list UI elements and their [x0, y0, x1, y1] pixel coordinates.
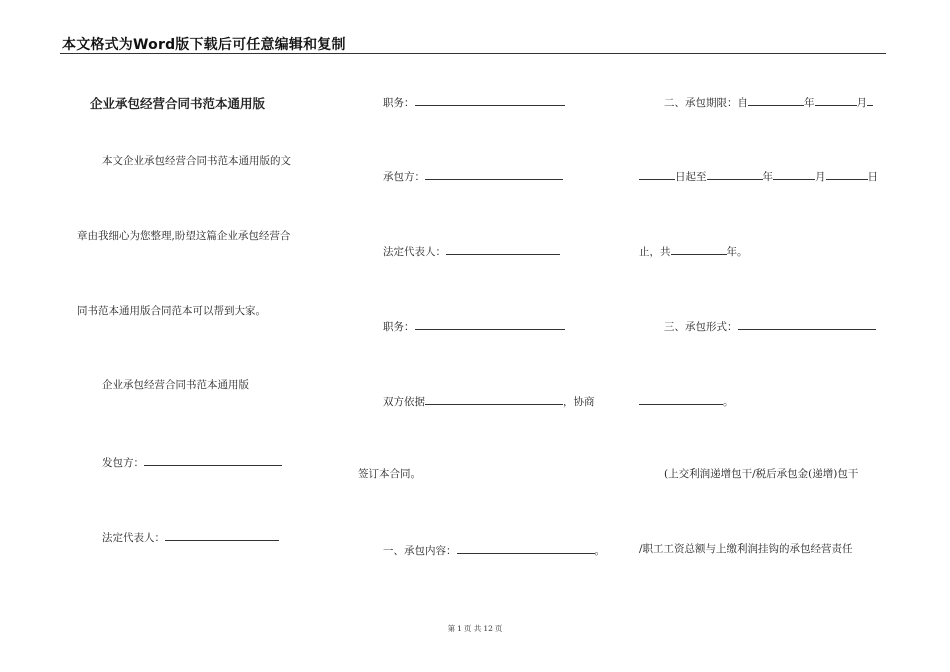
form-desc-line-1: (上交利润递增包干/税后承包金(递增)包干: [664, 468, 859, 480]
party-a-position-row: [383, 94, 565, 110]
end-year-field[interactable]: [707, 168, 763, 180]
page-footer: [0, 623, 950, 634]
sign-text: 签订本合同。: [358, 468, 421, 480]
end-day-field[interactable]: [826, 168, 868, 180]
content-end-text: 。: [594, 545, 605, 557]
party-a-row: [102, 454, 282, 470]
end-year-unit: 年: [762, 171, 773, 183]
form-field-continued[interactable]: [639, 393, 723, 405]
start-year-field[interactable]: [748, 94, 804, 106]
term-row-2: [639, 168, 878, 184]
party-a-position-label: 职务：: [383, 97, 415, 109]
start-day-field-part[interactable]: [867, 94, 873, 106]
start-year-unit: 年: [804, 97, 815, 109]
header-divider: [60, 53, 886, 54]
footer-mid: 页 共: [463, 624, 482, 633]
content-field[interactable]: [457, 542, 595, 554]
end-month-field[interactable]: [773, 168, 815, 180]
contract-subtitle: 企业承包经营合同书范本通用版: [102, 379, 249, 391]
form-row-2: [639, 393, 734, 409]
start-month-unit: 月: [856, 97, 867, 109]
party-a-label: 发包方：: [102, 457, 144, 469]
party-a-legal-rep-label: 法定代表人：: [102, 532, 165, 544]
term-row-3: [639, 243, 748, 259]
term-years-unit: 年。: [726, 246, 748, 258]
party-b-legal-rep-field[interactable]: [446, 243, 560, 255]
party-a-position-field[interactable]: [415, 94, 565, 106]
end-month-unit: 月: [815, 171, 826, 183]
term-from-text: 自: [737, 97, 748, 109]
term-label: 二、承包期限：: [664, 97, 738, 109]
footer-total-pages: 12: [483, 624, 493, 633]
footer-suffix: 页: [494, 624, 503, 633]
term-until-text: 止，共: [639, 246, 671, 258]
end-day-unit: 日: [867, 171, 878, 183]
basis-label: 双方依据: [383, 396, 425, 408]
party-a-field[interactable]: [144, 454, 282, 466]
term-years-field[interactable]: [671, 243, 727, 255]
basis-field[interactable]: [425, 393, 563, 405]
form-field[interactable]: [738, 318, 876, 330]
basis-row: [383, 393, 595, 409]
start-day-field[interactable]: [639, 168, 675, 180]
footer-page-number: 1: [457, 624, 462, 633]
footer-prefix: 第: [447, 624, 456, 633]
party-b-position-label: 职务：: [383, 321, 415, 333]
intro-line-3: 同书范本通用版合同范本可以帮到大家。: [77, 305, 266, 317]
start-day-text: 日起至: [675, 171, 707, 183]
party-b-legal-rep-row: [383, 243, 560, 259]
document-title: 企业承包经营合同书范本通用版: [90, 96, 266, 111]
term-row-1: [664, 94, 873, 110]
form-row: [664, 318, 876, 334]
party-a-legal-rep-row: [102, 529, 279, 545]
party-b-legal-rep-label: 法定代表人：: [383, 246, 446, 258]
form-end-text: 。: [723, 396, 734, 408]
content-row: [383, 542, 605, 558]
intro-line-2: 章由我细心为您整理,盼望这篇企业承包经营合: [77, 230, 291, 242]
party-b-position-field[interactable]: [415, 318, 565, 330]
form-label: 三、承包形式：: [664, 321, 738, 333]
document-header: 本文格式为Word版下载后可任意编辑和复制: [62, 37, 346, 53]
party-a-legal-rep-field[interactable]: [165, 529, 279, 541]
party-b-field[interactable]: [425, 168, 563, 180]
content-label: 一、承包内容：: [383, 545, 457, 557]
intro-line-1: 本文企业承包经营合同书范本通用版的文: [102, 155, 291, 167]
start-month-field[interactable]: [815, 94, 857, 106]
basis-end-text: ，协商: [563, 396, 595, 408]
form-desc-line-2: /职工工资总额与上缴利润挂钩的承包经营责任: [639, 543, 853, 555]
party-b-position-row: [383, 318, 565, 334]
party-b-row: [383, 168, 563, 184]
party-b-label: 承包方：: [383, 171, 425, 183]
